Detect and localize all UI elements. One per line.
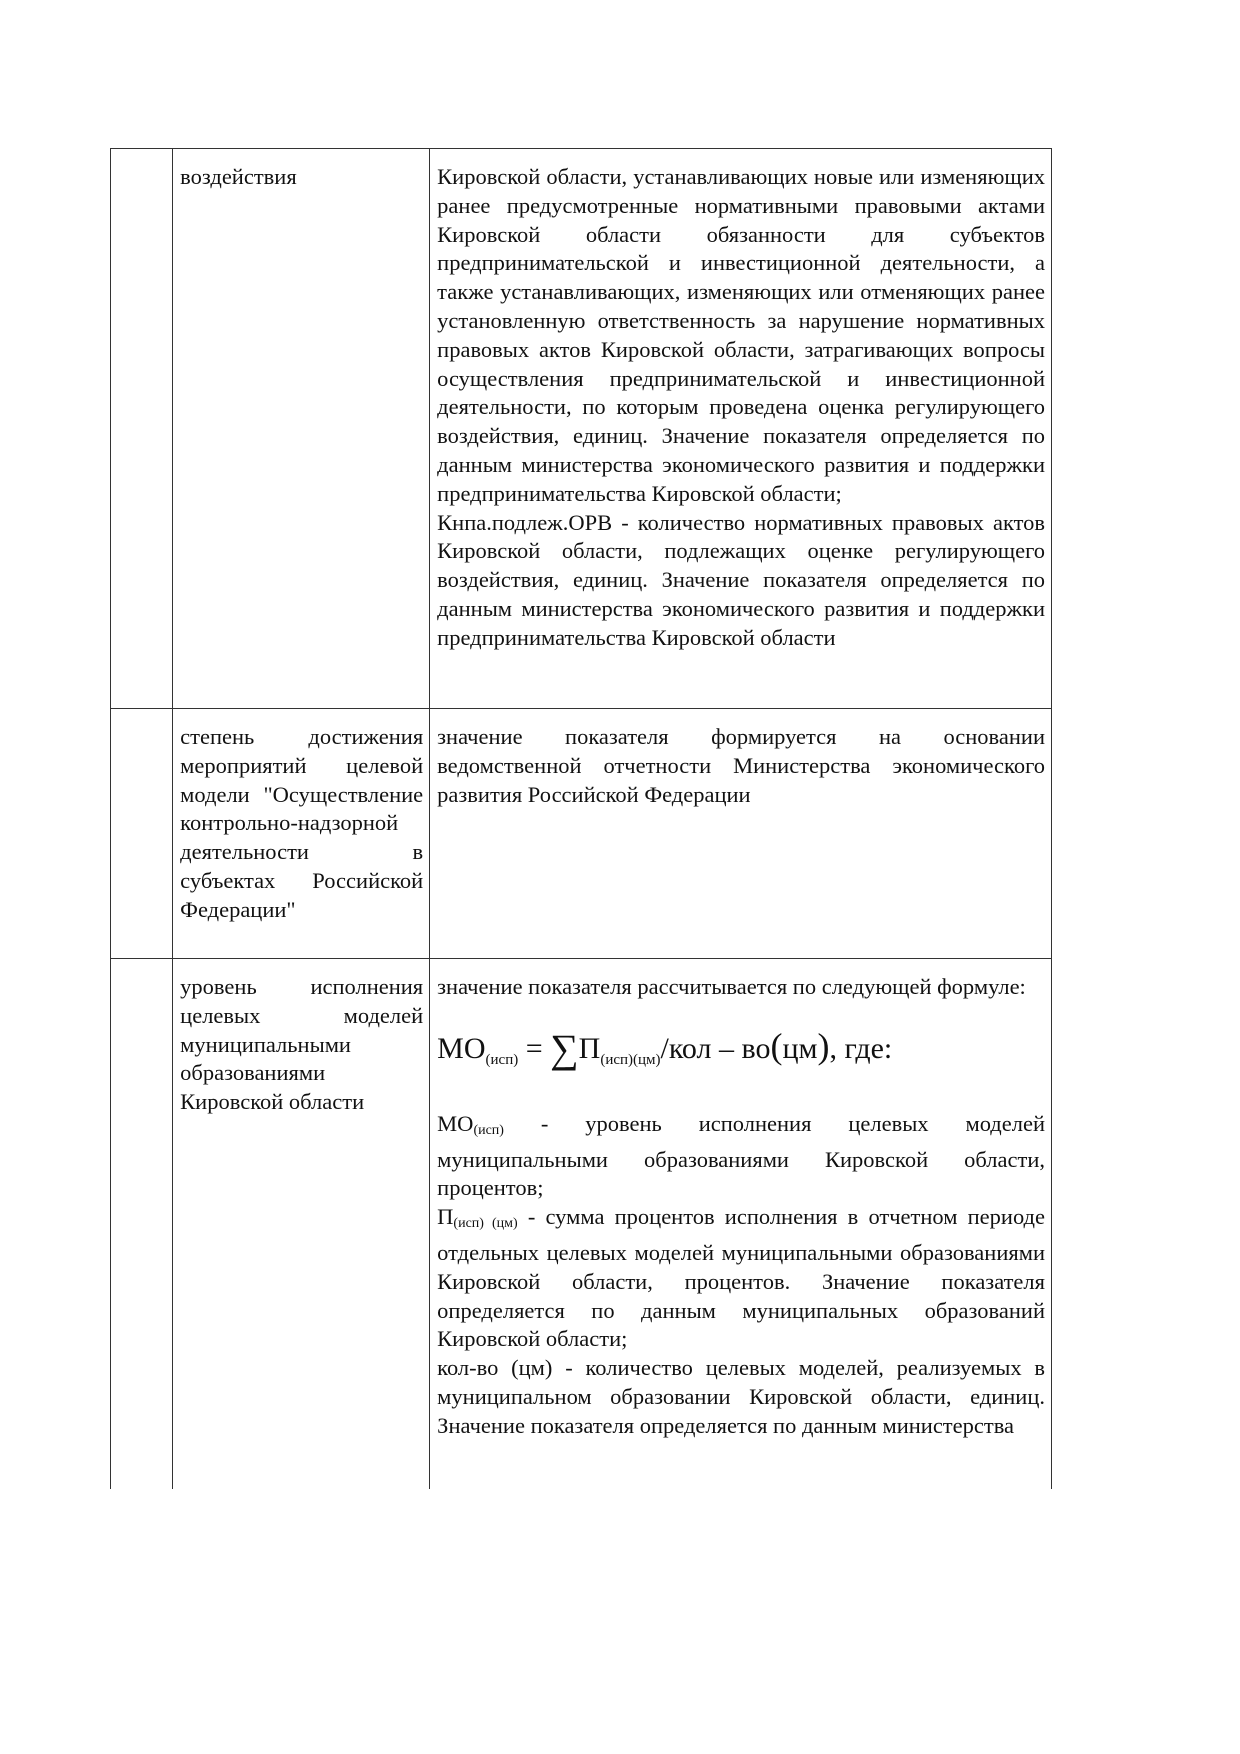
number-cell (111, 959, 173, 1489)
description-paragraph: Кировской области, устанавливающих новые или изменяющих ранее предусмотренные нормативными правовыми актами Кировской области обязанности для субъектов предпринимательской и инвестиционной деятельности, а также устанавливающих, изменяющих или отменяющих ранее установленную ответственность за нарушение нормативных правовых актов Кировской области, затрагивающих вопросы осуществления предпринимательской и инвестиционной деятельности, по которым проведена оценка регулирующего воздействия, единиц. Значение показателя определяется по данным министерства экономического развития и поддержки предпринимательства Кировской области; (437, 164, 1045, 506)
number-cell (111, 149, 173, 709)
number-cell (111, 709, 173, 959)
description-paragraph: значение показателя формируется на основании ведомственной отчетности Министерства экономического развития Российской Федерации (437, 724, 1045, 807)
indicator-name: уровень исполнения целевых моделей муниципальными образованиями Кировской области (180, 974, 424, 1115)
table-row (111, 959, 1052, 1489)
indicator-table (110, 148, 1052, 1489)
description-cell (430, 709, 1052, 959)
table-row (111, 149, 1052, 709)
definition: кол-во (цм) - количество целевых моделей, реализуемых в муниципальном образовании Кировской области, единиц. Значение показателя определяется по данным министерства (437, 1355, 1046, 1438)
definition: П(исп) (цм) - сумма процентов исполнения в отчетном периоде отдельных целевых моделей муниципальными образованиями Кировской области, процентов. Значение показателя определяется по данным муниципальных образований Кировской области; (437, 1204, 1045, 1352)
formula-intro: значение показателя рассчитывается по следующей формуле: (437, 974, 1026, 999)
description-cell (430, 959, 1052, 1489)
table-row (111, 709, 1052, 959)
description-paragraph: Кнпа.подлеж.ОРВ - количество нормативных правовых актов Кировской области, подлежащих оценке регулирующего воздействия, единиц. Значение показателя определяется по данным министерства экономического развития и поддержки предпринимательства Кировской области (437, 509, 1045, 650)
sum-symbol: ∑ (550, 1025, 579, 1071)
indicator-name: воздействия (180, 164, 297, 189)
indicator-name: степень достижения мероприятий целевой модели "Осуществление контрольно-надзорной деятельности в субъектах Российской Федерации" (180, 724, 424, 922)
indicator-cell (173, 149, 430, 709)
formula: $МО_{(исп)} = \sum П_{(исп)(цм)}/кол - во(цм)$, где: (437, 1025, 893, 1071)
definition: МО(исп) - уровень исполнения целевых моделей муниципальными образованиями Кировской области, процентов; (437, 1110, 1045, 1201)
description-cell (430, 149, 1052, 709)
indicator-cell (173, 959, 430, 1489)
indicator-cell (173, 709, 430, 959)
